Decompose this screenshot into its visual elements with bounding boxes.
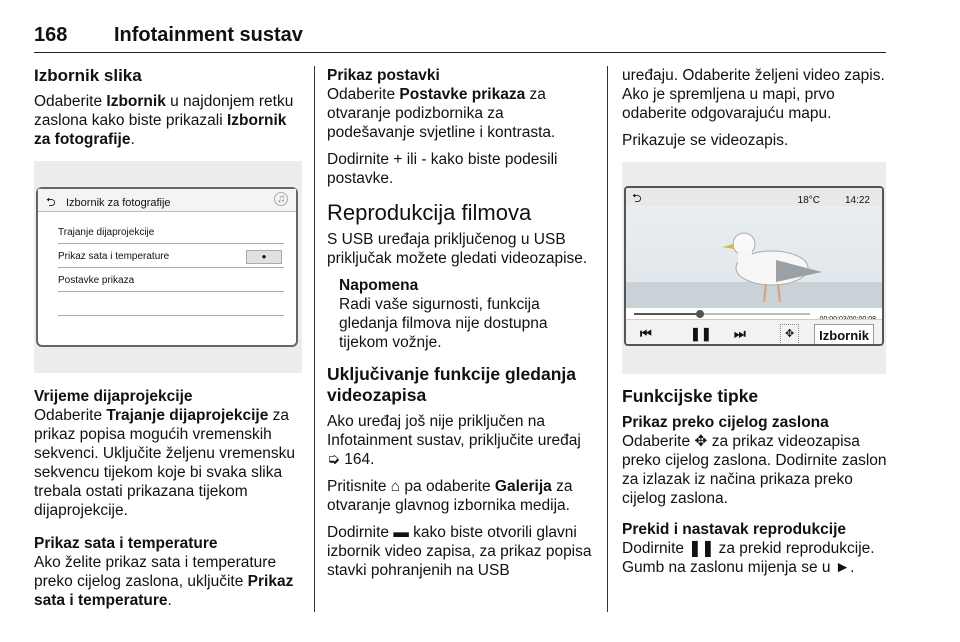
progress-handle[interactable] bbox=[696, 310, 704, 318]
play-icon: ► bbox=[834, 559, 851, 576]
section-heading: Uključivanje funkcije gledanja videozapisa bbox=[327, 364, 576, 405]
fullscreen-icon: ✥ bbox=[694, 433, 708, 450]
display-screen bbox=[36, 187, 298, 347]
menu-item-clock-temperature[interactable]: Prikaz sata i temperature ● bbox=[58, 243, 284, 268]
display-screen bbox=[624, 186, 884, 346]
column-middle bbox=[327, 66, 595, 588]
pause-icon[interactable]: ❚❚ bbox=[690, 326, 712, 341]
subheading: Vrijeme dijaprojekcije bbox=[34, 388, 193, 405]
paragraph: S USB uređaja priključenog u USB priključak možete gledati videozapise. bbox=[327, 231, 588, 267]
back-icon[interactable]: ⮌ bbox=[632, 191, 642, 205]
toggle-icon[interactable]: ● bbox=[246, 250, 282, 264]
subheading: Prekid i nastavak reprodukcije bbox=[622, 521, 846, 538]
video-playback-screenshot bbox=[622, 162, 886, 374]
menu-item-slideshow-duration[interactable]: Trajanje dijaprojekcije bbox=[58, 219, 284, 244]
section-title: Reprodukcija filmova bbox=[327, 200, 532, 225]
menu-item-empty bbox=[58, 291, 284, 316]
subheading: Prikaz sata i temperature bbox=[34, 535, 218, 552]
seagull-image bbox=[626, 206, 882, 308]
video-frame[interactable] bbox=[626, 206, 882, 308]
status-bar bbox=[626, 188, 882, 206]
fullscreen-icon[interactable]: ✥ bbox=[780, 324, 799, 345]
paragraph: Dodirnite ▬ kako biste otvorili glavni izbornik video zapisa, za prikaz popisa stavki pohranjenih na USB bbox=[327, 524, 592, 579]
previous-icon[interactable]: ⏮ bbox=[640, 326, 652, 341]
paragraph: Pritisnite ⌂ pa odaberite Galerija za otvaranje glavnog izbornika medija. bbox=[327, 478, 573, 514]
paragraph: Odaberite Trajanje dijaprojekcije za prikaz popisa mogućih vremenskih sekvenci. Uključite željenu vremensku sekvencu tijekom koje bi svaka slika trebala ostati prikazana tijekom dijaprojekcije. bbox=[34, 407, 296, 519]
arrow-icon: ➭ bbox=[327, 451, 340, 468]
note-text: Radi vaše sigurnosti, funkcija gledanja filmova nije dostupna tijekom vožnje. bbox=[339, 296, 548, 351]
section-heading: Izbornik slika bbox=[34, 66, 142, 85]
clock-readout: 14:22 bbox=[844, 195, 870, 206]
note-heading: Napomena bbox=[339, 277, 419, 294]
subheading: Prikaz postavki bbox=[327, 67, 440, 84]
pause-icon: ❚❚ bbox=[688, 540, 715, 557]
note-box bbox=[339, 276, 595, 352]
section-heading: Funkcijske tipke bbox=[622, 386, 759, 406]
screen-title: Izbornik za fotografije bbox=[66, 197, 171, 209]
paragraph: Odaberite ✥ za prikaz videozapisa preko cijelog zaslona. Dodirnite zaslon za izlazak iz načina prikaza preko cijelog zaslona. bbox=[622, 433, 887, 507]
column-right bbox=[622, 66, 890, 585]
paragraph: Dodirnite + ili - kako biste podesili postavke. bbox=[327, 151, 558, 187]
video-icon: ▬ bbox=[393, 524, 409, 541]
paragraph: Odaberite Postavke prikaza za otvaranje podizbornika za podešavanje svjetline i kontrasta. bbox=[327, 86, 556, 141]
progress-bar[interactable] bbox=[634, 313, 810, 315]
subheading: Prikaz preko cijelog zaslona bbox=[622, 414, 829, 431]
page-number: 168 bbox=[34, 24, 68, 46]
back-icon[interactable]: ⮌ bbox=[46, 195, 56, 209]
menu-button[interactable]: Izbornik bbox=[814, 324, 874, 346]
progress-fill bbox=[634, 313, 700, 315]
home-icon: ⌂ bbox=[390, 478, 401, 495]
paragraph: Odaberite Izbornik u najdonjem retku zaslona kako biste prikazali Izbornik za fotografije. bbox=[34, 93, 294, 148]
next-icon[interactable]: ⏭ bbox=[734, 326, 746, 341]
paragraph: Dodirnite ❚❚ za prekid reprodukcije. Gumb na zaslonu mijenja se u ►. bbox=[622, 540, 875, 576]
paragraph: Ako uređaj još nije priključen na Infotainment sustav, priključite uređaj ➭ 164. bbox=[327, 413, 581, 468]
paragraph: Ako želite prikaz sata i temperature preko cijelog zaslona, uključite Prikaz sata i temperature. bbox=[34, 554, 294, 609]
paragraph: uređaju. Odaberite željeni video zapis. Ako je spremljena u mapi, prvo odaberite odgovarajuću mapu. bbox=[622, 67, 885, 122]
column-left bbox=[34, 66, 302, 618]
column-divider bbox=[607, 66, 608, 612]
page-title: Infotainment sustav bbox=[114, 24, 303, 46]
column-divider bbox=[314, 66, 315, 612]
playback-controls bbox=[626, 319, 882, 344]
screen-title-bar bbox=[38, 189, 296, 212]
photo-menu-screenshot bbox=[34, 161, 302, 373]
menu-item-display-settings[interactable]: Postavke prikaza bbox=[58, 267, 284, 292]
paragraph: Prikazuje se videozapis. bbox=[622, 132, 789, 149]
temperature-readout: 18°C bbox=[797, 195, 820, 206]
page-header bbox=[34, 22, 886, 53]
music-note-icon[interactable]: ♫ bbox=[274, 192, 288, 206]
